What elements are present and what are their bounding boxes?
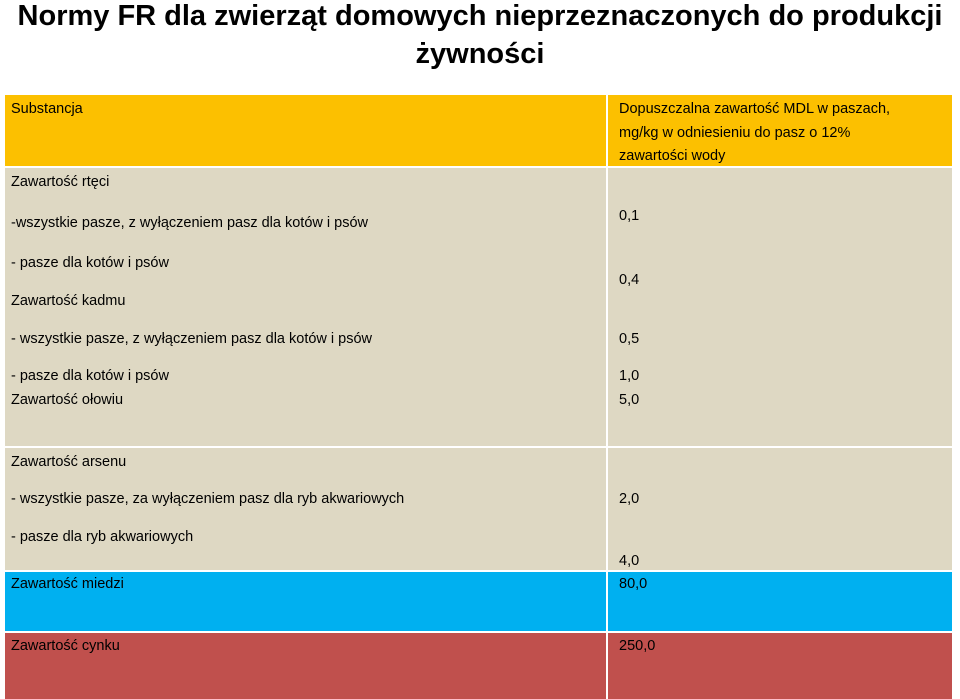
mercury-all-feeds-label: -wszystkie pasze, z wyłączeniem pasz dla kotów i psów: [11, 215, 368, 231]
arsenic-all-feeds-label: - wszystkie pasze, za wyłączeniem pasz dla ryb akwariowych: [11, 491, 405, 507]
cadmium-all-feeds-value: 0,5: [619, 331, 640, 347]
mercury-title: Zawartość rtęci: [11, 174, 110, 190]
header-value-label-line-3: zawartości wody: [619, 148, 726, 164]
lead-title: Zawartość ołowiu: [11, 392, 124, 408]
mercury-pets-value: 0,4: [619, 272, 640, 288]
zinc-value-cell: [608, 633, 952, 699]
lead-value: 5,0: [619, 392, 640, 408]
header-substance-label: Substancja: [11, 101, 83, 117]
copper-value: 80,0: [619, 576, 648, 592]
cadmium-pets-label: - pasze dla kotów i psów: [11, 368, 169, 384]
copper-value-cell: [608, 572, 952, 631]
arsenic-value-cell: [608, 448, 952, 570]
cadmium-all-feeds-label: - wszystkie pasze, z wyłączeniem pasz dla kotów i psów: [11, 331, 373, 347]
page-title-line-2: żywności: [415, 38, 545, 70]
arsenic-title: Zawartość arsenu: [11, 454, 127, 470]
zinc-value: 250,0: [619, 638, 656, 654]
arsenic-fish-label: - pasze dla ryb akwariowych: [11, 529, 194, 545]
header-value-label-line-1: Dopuszczalna zawartość MDL w paszach,: [619, 101, 891, 117]
mercury-all-feeds-value: 0,1: [619, 208, 640, 224]
copper-title: Zawartość miedzi: [11, 576, 124, 592]
arsenic-fish-value: 4,0: [619, 553, 640, 569]
mercury-pets-label: - pasze dla kotów i psów: [11, 255, 169, 271]
cadmium-pets-value: 1,0: [619, 368, 640, 384]
arsenic-all-feeds-value: 2,0: [619, 491, 640, 507]
body-value-cell: [608, 168, 952, 446]
zinc-title: Zawartość cynku: [11, 638, 120, 654]
cadmium-title: Zawartość kadmu: [11, 293, 126, 309]
header-substance-cell: [5, 95, 606, 166]
header-value-label-line-2: mg/kg w odniesieniu do pasz o 12%: [619, 125, 851, 141]
page-title-line-1: Normy FR dla zwierząt domowych nieprzeznaczonych do produkcji: [17, 0, 943, 32]
